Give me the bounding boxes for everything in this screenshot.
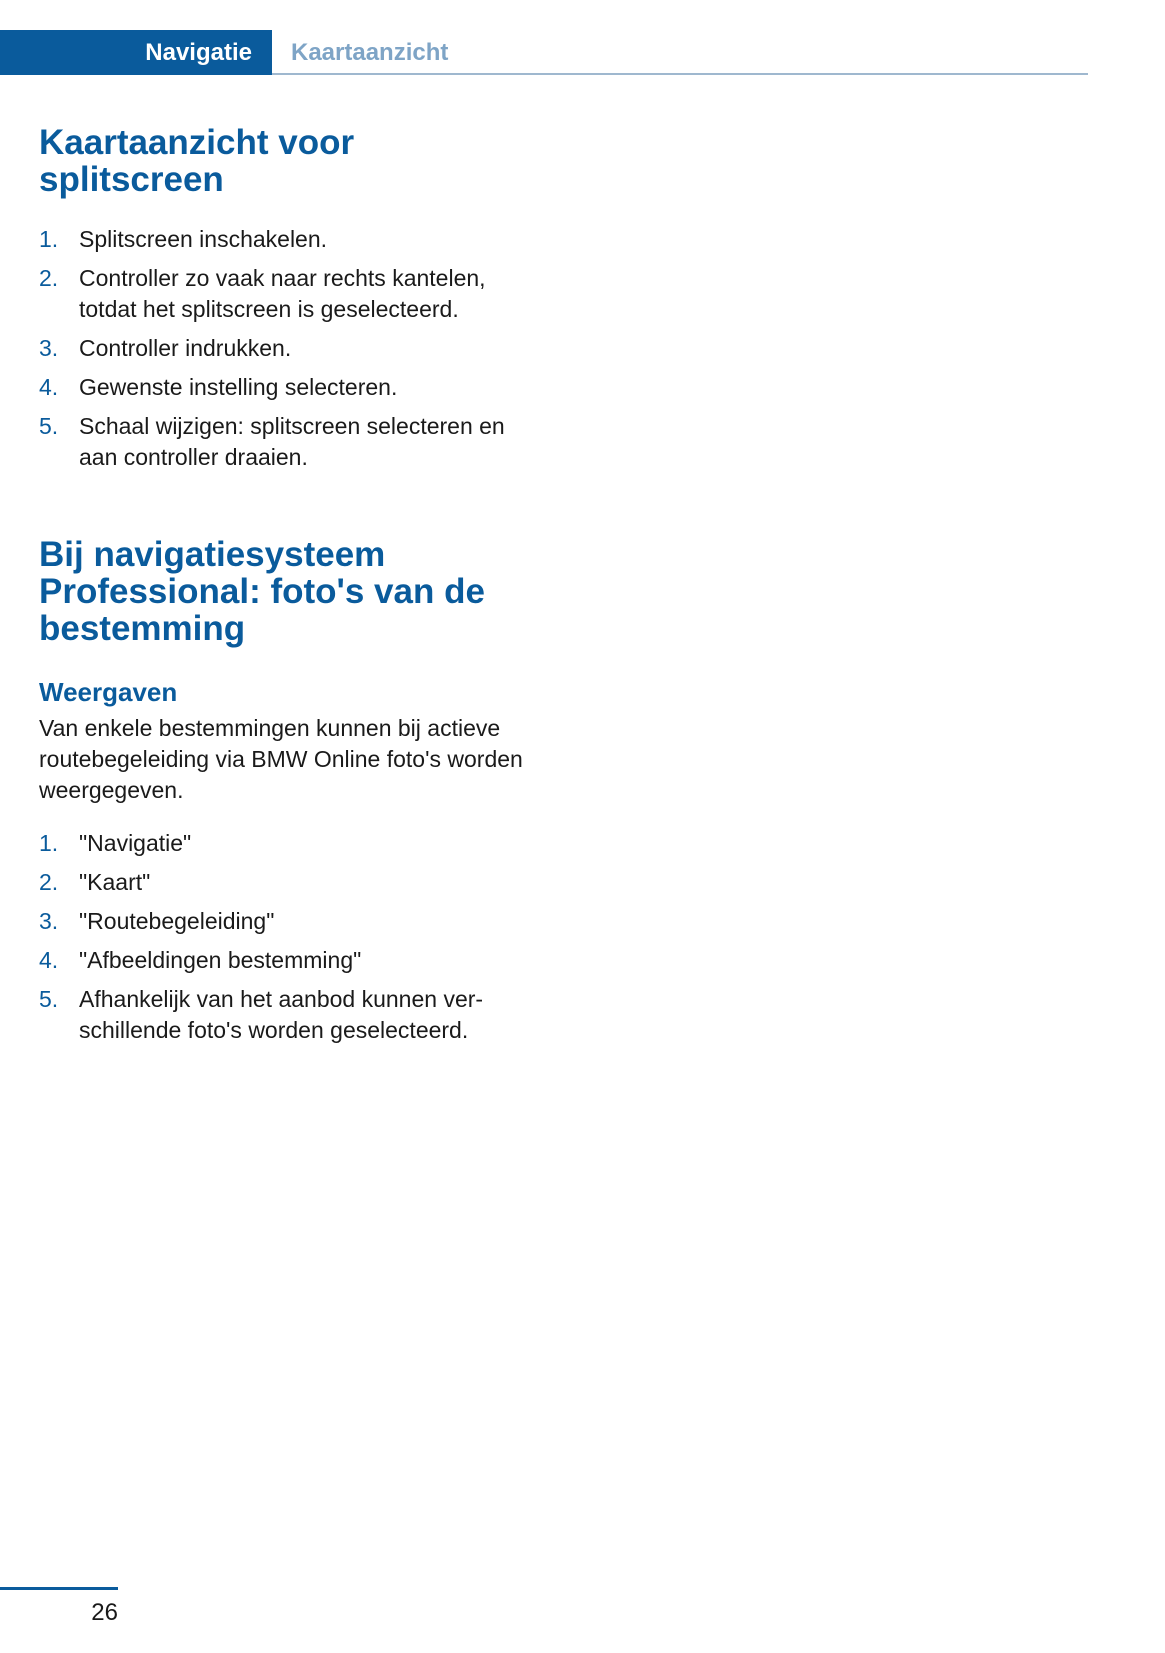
- step-number: 3.: [39, 908, 59, 934]
- step-text: Schaal wijzigen: splitscreen selecteren en aan controller draaien.: [79, 413, 505, 470]
- step-number: 1.: [39, 226, 59, 252]
- list-item: [39, 411, 539, 473]
- step-number: 1.: [39, 830, 59, 856]
- subsection-title-weergaven: Weergaven: [39, 677, 178, 707]
- step-number: 2.: [39, 265, 59, 291]
- step-text: "Kaart": [79, 869, 151, 895]
- step-text: "Routebegeleiding": [79, 908, 275, 934]
- step-text: Splitscreen inschakelen.: [79, 226, 328, 252]
- step-text: "Navigatie": [79, 830, 192, 856]
- step-text: Afhankelijk van het aanbod kunnen verschillende foto's worden geselecteerd.: [79, 986, 484, 1043]
- step-number: 4.: [39, 947, 59, 973]
- list-item: [39, 828, 539, 859]
- step-number: 5.: [39, 413, 59, 439]
- header-chapter-label: Navigatie: [145, 39, 252, 66]
- step-number: 4.: [39, 374, 59, 400]
- step-number: 3.: [39, 335, 59, 361]
- list-item: [39, 224, 539, 255]
- list-item: [39, 263, 539, 325]
- section-title-destination-photos: Bij navigatiesysteem Professional: foto's van de bestemming: [39, 535, 485, 648]
- destination-photos-steps-list: [39, 828, 539, 1046]
- step-number: 5.: [39, 986, 59, 1012]
- header-section-label: Kaartaanzicht: [291, 39, 449, 66]
- step-text: "Afbeeldingen bestemming": [79, 947, 362, 973]
- splitscreen-steps-list: [39, 224, 539, 473]
- step-text: Controller indrukken.: [79, 335, 292, 361]
- list-item: [39, 906, 539, 937]
- step-text: Controller zo vaak naar rechts kantelen, totdat het splitscreen is geselecteerd.: [79, 265, 486, 322]
- list-item: [39, 867, 539, 898]
- page-number: 26: [91, 1599, 118, 1626]
- list-item: [39, 333, 539, 364]
- section-title-splitscreen: Kaartaanzicht voor splitscreen: [39, 123, 355, 199]
- list-item: [39, 984, 539, 1046]
- list-item: [39, 945, 539, 976]
- step-text: Gewenste instelling selecteren.: [79, 374, 398, 400]
- body-paragraph: Van enkele bestemmingen kunnen bij actieve routebegeleiding via BMW Online foto's worden weergegeven.: [39, 715, 523, 803]
- header-chapter-band: [0, 30, 272, 75]
- footer-divider: [0, 1587, 118, 1590]
- list-item: [39, 372, 539, 403]
- step-number: 2.: [39, 869, 59, 895]
- header-divider: [272, 73, 1088, 75]
- page-content: [39, 124, 539, 1054]
